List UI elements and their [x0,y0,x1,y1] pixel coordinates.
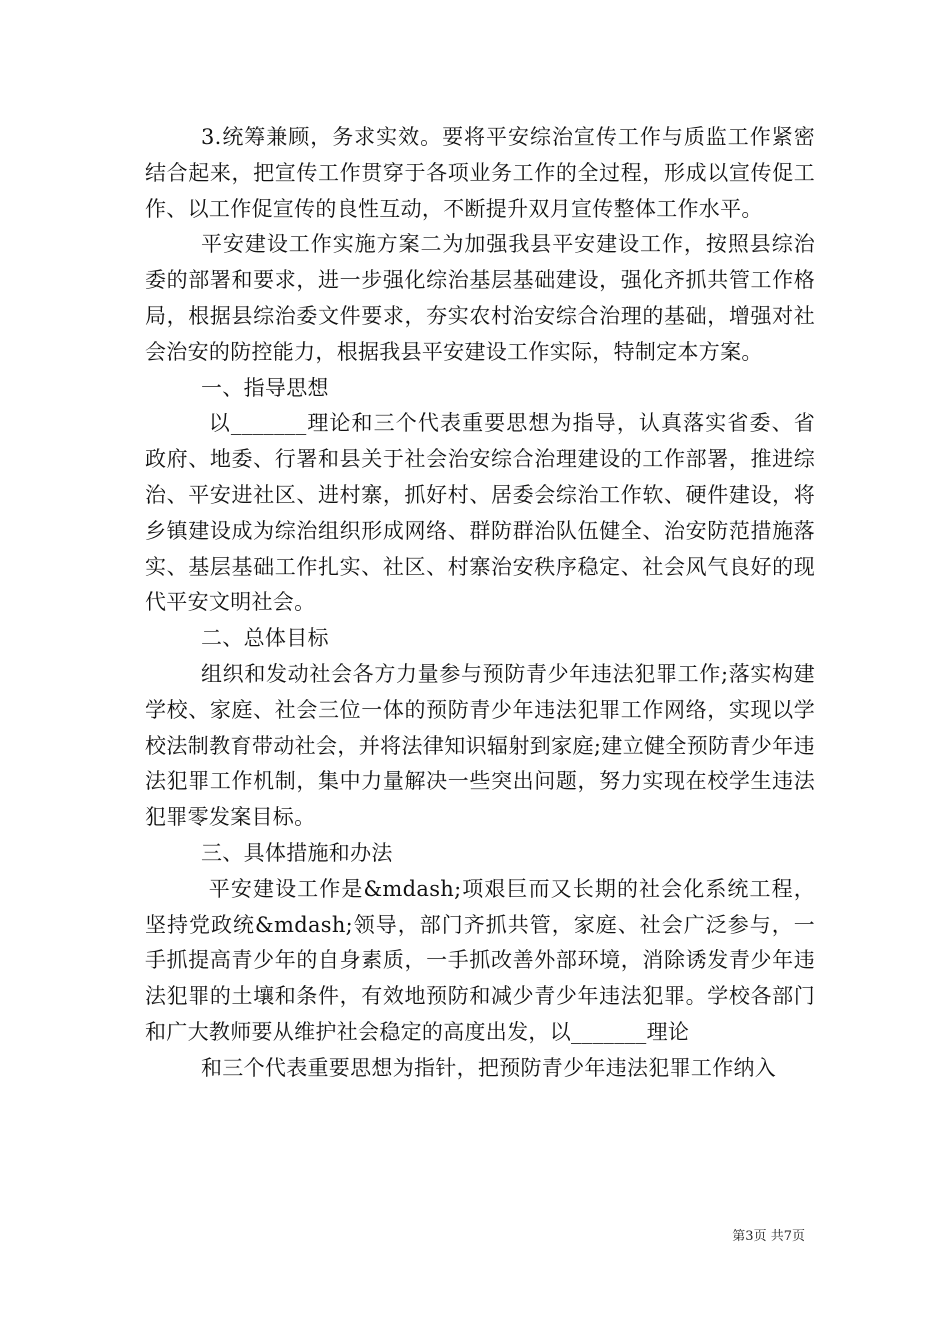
paragraph-continuation: 和三个代表重要思想为指针，把预防青少年违法犯罪工作纳入 [201,1055,777,1080]
heading-specific-measures: 三、具体措施和办法 [201,840,393,865]
paragraph-plan-two-intro: 平安建设工作实施方案二为加强我县平安建设工作，按照县综治委的部署和要求，进一步强化综治基层基础建设，强化齐抓共管工作格局，根据县综治委文件要求，夯实农村治安综合治理的基础，增强对社会治安的防控能力，根据我县平安建设工作实际，特制定本方案。 [145,232,815,364]
footer-middle: 页 共 [753,1229,784,1244]
heading-overall-goal: 二、总体目标 [201,626,329,651]
page-number-footer [732,1225,805,1244]
footer-current-page: 3 [745,1229,754,1244]
footer-suffix: 页 [791,1229,805,1244]
paragraph-coordination: 3.统筹兼顾，务求实效。要将平安综治宣传工作与质监工作紧密结合起来，把宣传工作贯穿于各项业务工作的全过程，形成以宣传促工作、以工作促宣传的良性互动，不断提升双月宣传整体工作水平。 [145,125,815,221]
footer-prefix: 第 [732,1229,746,1244]
paragraph-specific-measures: 平安建设工作是&mdash;项艰巨而又长期的社会化系统工程，坚持党政统&mdash;领导，部门齐抓共管，家庭、社会广泛参与，一手抓提高青少年的自身素质，一手抓改善外部环境，消除诱发青少年违法犯罪的土壤和条件，有效地预防和减少青少年违法犯罪。学校各部门和广大教师要从维护社会稳定的高度出发，以_______理论 [145,876,815,1044]
footer-total-pages: 7 [783,1229,792,1244]
heading-guiding-ideology: 一、指导思想 [201,375,329,400]
document-body [145,120,815,1087]
paragraph-guiding-ideology: 以_______理论和三个代表重要思想为指导，认真落实省委、省政府、地委、行署和县关于社会治安综合治理建设的工作部署，推进综治、平安进社区、进村寨，抓好村、居委会综治工作软、硬件建设，将乡镇建设成为综治组织形成网络、群防群治队伍健全、治安防范措施落实、基层基础工作扎实、社区、村寨治安秩序稳定、社会风气良好的现代平安文明社会。 [145,411,815,615]
paragraph-overall-goal: 组织和发动社会各方力量参与预防青少年违法犯罪工作;落实构建学校、家庭、社会三位一体的预防青少年违法犯罪工作网络，实现以学校法制教育带动社会，并将法律知识辐射到家庭;建立健全预防青少年违法犯罪工作机制，集中力量解决一些突出问题，努力实现在校学生违法犯罪零发案目标。 [145,661,815,830]
